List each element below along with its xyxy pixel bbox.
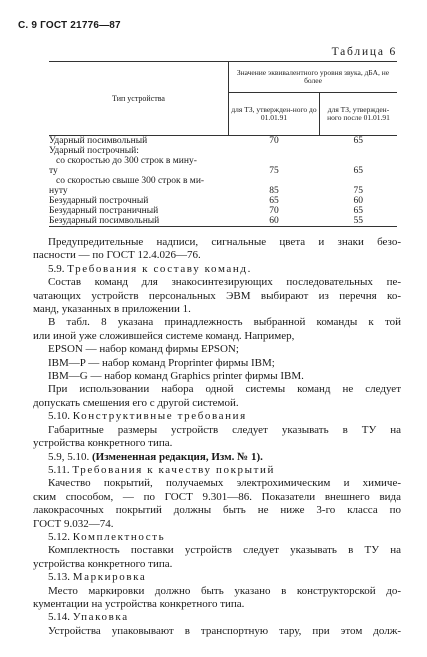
text-line: Устройства упаковывают в транспортную тару, при этом долж- — [48, 624, 401, 637]
table-value-after — [320, 176, 398, 186]
table-row-name: нуту — [49, 186, 68, 196]
noise-level-table — [49, 61, 397, 228]
section-title: Конструктивные требования — [72, 410, 247, 423]
section-number: 5.13. — [48, 571, 73, 584]
section-title: Маркировка — [72, 571, 147, 584]
section-heading — [33, 611, 401, 624]
table-value-after: 60 — [353, 196, 363, 206]
table-value-before: 60 — [269, 216, 279, 226]
text-line: В табл. 8 указана принадлежность выбранной команды к той — [48, 316, 401, 329]
text-line: IBM—P — набор команд Proprinter фирмы IBM; — [48, 356, 275, 369]
section-title: Требования к составу команд. — [67, 262, 252, 275]
table-row-name: со скоростью до 300 строк в мину- — [56, 156, 197, 166]
table-value-after: 65 — [353, 136, 363, 146]
table-body — [49, 136, 397, 227]
text-line: При использовании набора одной системы команд не следует — [48, 383, 401, 396]
page-header: С. 9 ГОСТ 21776—87 — [18, 20, 121, 31]
section-number: 5.12. — [48, 530, 73, 543]
text-line: манд, указанных в приложении 1. — [33, 303, 191, 316]
after-values-cell — [320, 136, 398, 227]
table-value-before: 65 — [269, 196, 279, 206]
table-value-after: 65 — [353, 206, 363, 216]
table-value-before: 70 — [269, 136, 279, 146]
table-row-name: Безударный постраничный — [49, 206, 159, 216]
text-line: IBM—G — набор команд Graphics printer фирмы IBM. — [48, 370, 304, 383]
text-line: Комплектность поставки устройств следует указывать в ТУ на — [48, 544, 401, 557]
text-line: или иной уже сложившейся системе команд. Например, — [33, 329, 295, 342]
text-line: Габаритные размеры устройств следует указывать в ТУ на — [48, 423, 401, 436]
section-number: 5.10. — [48, 410, 73, 423]
text-line: кументации на устройства конкретного типа. — [33, 597, 245, 610]
table-row-name: Безударный посимвольный — [49, 216, 160, 226]
before-values-cell — [229, 136, 320, 227]
column-header-group: Значение эквивалентного уровня звука, дБА, не более — [229, 62, 398, 93]
column-header-before: для ТЗ, утвержден-ного до 01.01.91 — [229, 93, 320, 136]
section-title: Упаковка — [72, 611, 129, 624]
table-value-before — [229, 176, 320, 186]
text-line: EPSON — набор команд фирмы EPSON; — [48, 343, 239, 356]
table-row-name: Безударный построчный — [49, 196, 149, 206]
table-value-after — [320, 156, 398, 166]
section-title: Комплектность — [72, 530, 166, 543]
table-bottom-rule — [49, 227, 397, 229]
section-heading — [33, 571, 401, 584]
table-value-before: 75 — [269, 166, 279, 176]
section-number: 5.11. — [48, 463, 73, 476]
text-line: допускать смешения его с другой системой. — [33, 396, 239, 409]
table-row-name: со скоростью свыше 300 строк в ми- — [56, 176, 205, 186]
section-heading — [33, 263, 401, 276]
body-text — [33, 236, 401, 638]
table-value-before: 70 — [269, 206, 279, 216]
text-line: Место маркировки должно быть указано в конструкторской до- — [48, 584, 401, 597]
column-header-after: для ТЗ, утвержден-ного после 01.01.91 — [320, 93, 398, 136]
section-heading — [33, 410, 401, 423]
text-line: Предупредительные надписи, сигнальные цвета и знаки безо- — [48, 236, 401, 248]
table-row-name: ту — [49, 166, 58, 176]
text-line: Состав команд для знакосинтезирующих последовательных пе- — [48, 276, 401, 289]
text-line: лакокрасочных покрытий должны быть не ниже 3-го класса по — [33, 504, 401, 517]
section-title: Требования к качеству покрытий — [72, 463, 275, 476]
device-type-cell — [49, 136, 229, 227]
table-value-after — [320, 146, 398, 156]
amendment-note — [33, 451, 401, 464]
table-value-before: 85 — [269, 186, 279, 196]
table-value-after: 55 — [353, 216, 363, 226]
table-row-name: Ударный посимвольный — [49, 136, 148, 146]
text-line: ским способом, — по ГОСТ 9.301—86. Показатели внешнего вида — [33, 490, 401, 503]
section-heading — [33, 531, 401, 544]
text-line: ГОСТ 9.032—74. — [33, 517, 114, 530]
section-number: 5.14. — [48, 611, 73, 624]
table-value-before — [229, 146, 320, 156]
table-row-name: Ударный построчный: — [49, 146, 139, 156]
table-value-after: 65 — [353, 166, 363, 176]
amendment-text: (Измененная редакция, Изм. № 1). — [92, 450, 263, 463]
text-line: чатающих устройств персональных ЭВМ выбирают из перечня ко- — [33, 289, 401, 302]
table-value-before — [229, 156, 320, 166]
text-line: Качество покрытий, получаемых электрохимическим и химиче- — [48, 477, 401, 490]
section-heading — [33, 464, 401, 477]
section-number: 5.9. — [48, 262, 68, 275]
table-value-after: 75 — [353, 186, 363, 196]
text-line: устройства конкретного типа. — [33, 557, 173, 570]
section-number: 5.9, 5.10. — [48, 450, 92, 463]
table-label: Таблица 6 — [331, 46, 397, 58]
column-header-type: Тип устройства — [49, 62, 229, 136]
text-line: устройства конкретного типа. — [33, 437, 173, 450]
text-line: пасности — по ГОСТ 12.4.026—76. — [33, 249, 201, 262]
table-header-row — [49, 62, 397, 93]
